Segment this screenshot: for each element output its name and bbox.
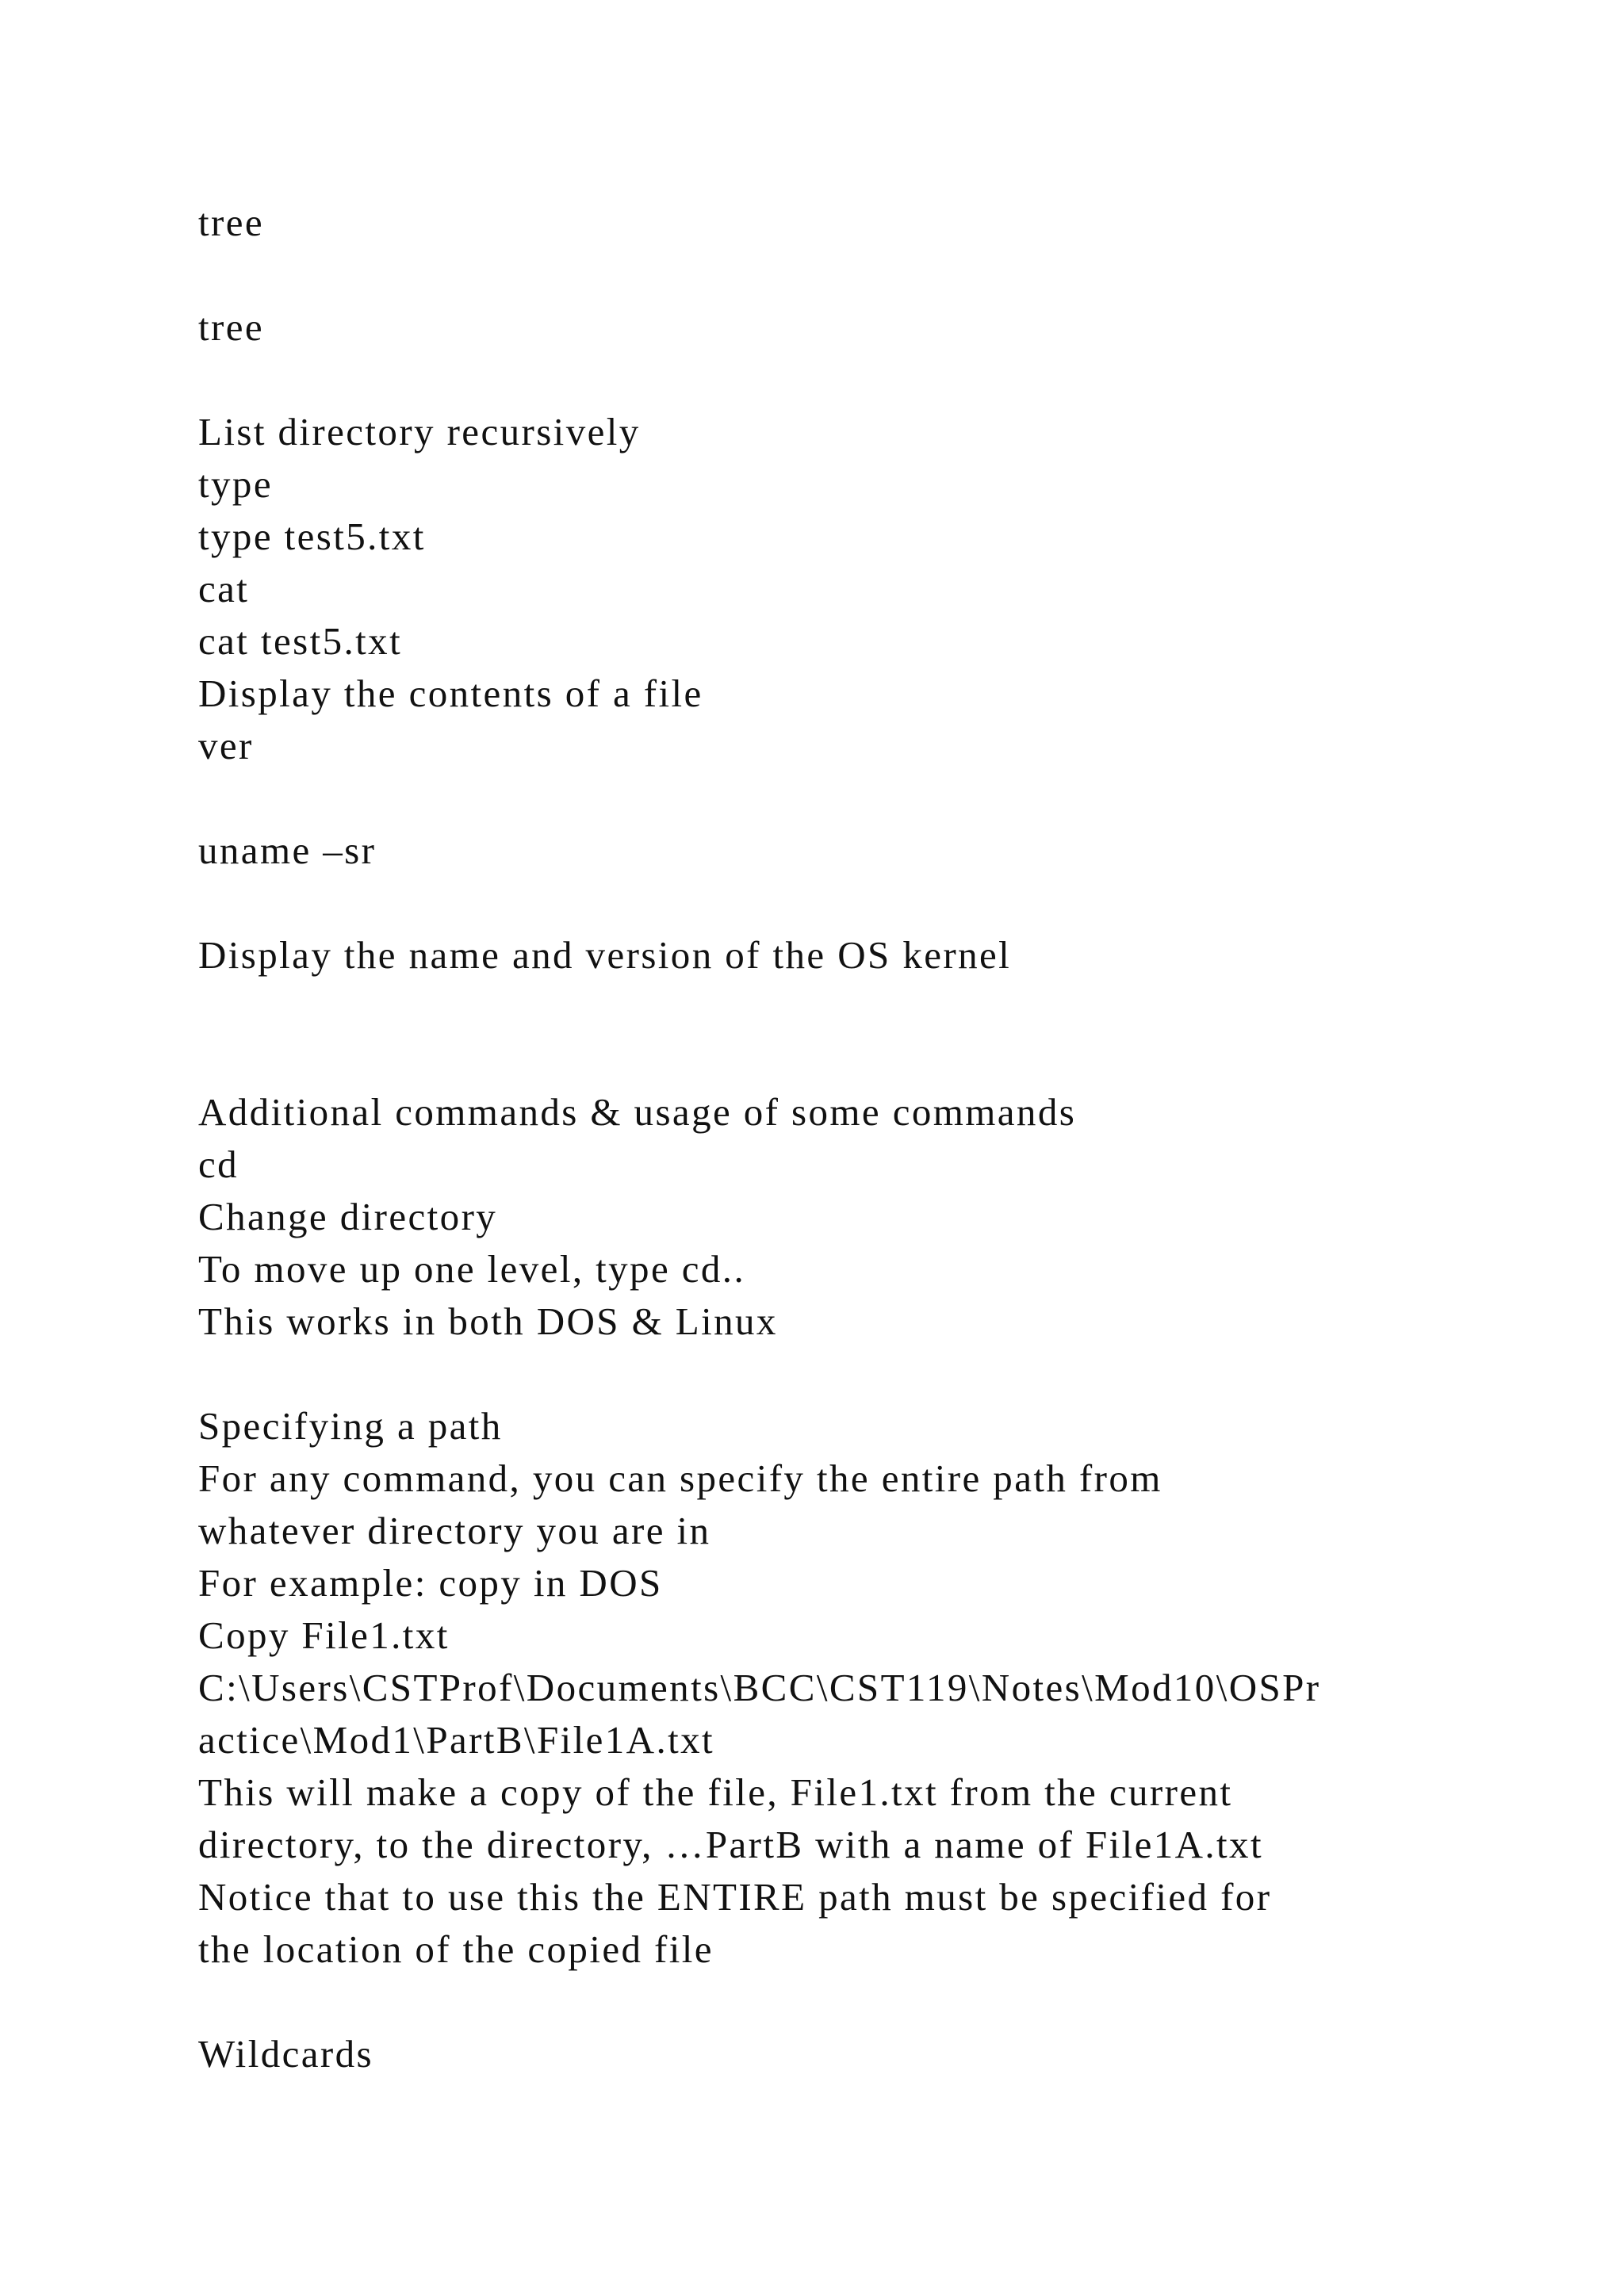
text-line: directory, to the directory, …PartB with a name of File1A.txt: [198, 1823, 1263, 1866]
text-line: cat: [198, 567, 250, 610]
text-line: Display the name and version of the OS kernel: [198, 933, 1012, 977]
text-line: Copy File1.txt: [198, 1613, 450, 1657]
text-line: cat test5.txt: [198, 619, 403, 663]
text-line: tree: [198, 305, 265, 349]
section-heading: Wildcards: [198, 2032, 373, 2076]
text-line: Change directory: [198, 1195, 498, 1238]
text-line: This will make a copy of the file, File1.txt from the current: [198, 1770, 1233, 1814]
text-line: the location of the copied file: [198, 1927, 714, 1971]
text-line: Display the contents of a file: [198, 672, 703, 715]
text-line: ver: [198, 724, 254, 767]
text-line: uname –sr: [198, 828, 377, 872]
text-line: This works in both DOS & Linux: [198, 1299, 778, 1343]
text-line: List directory recursively: [198, 410, 641, 453]
section-heading: Additional commands & usage of some commands: [198, 1090, 1077, 1134]
text-line: To move up one level, type cd..: [198, 1247, 746, 1291]
text-line: type test5.txt: [198, 515, 426, 558]
text-line: cd: [198, 1142, 239, 1186]
text-line: Specifying a path: [198, 1404, 503, 1448]
text-line: For example: copy in DOS: [198, 1561, 663, 1605]
text-line: C:\Users\CSTProf\Documents\BCC\CST119\Notes\Mod10\OSPr: [198, 1666, 1321, 1709]
text-line: actice\Mod1\PartB\File1A.txt: [198, 1718, 715, 1762]
text-line: tree: [198, 201, 265, 244]
text-line: type: [198, 462, 273, 506]
text-line: For any command, you can specify the entire path from: [198, 1456, 1162, 1500]
text-line: whatever directory you are in: [198, 1509, 711, 1552]
text-line: Notice that to use this the ENTIRE path must be specified for: [198, 1875, 1272, 1919]
